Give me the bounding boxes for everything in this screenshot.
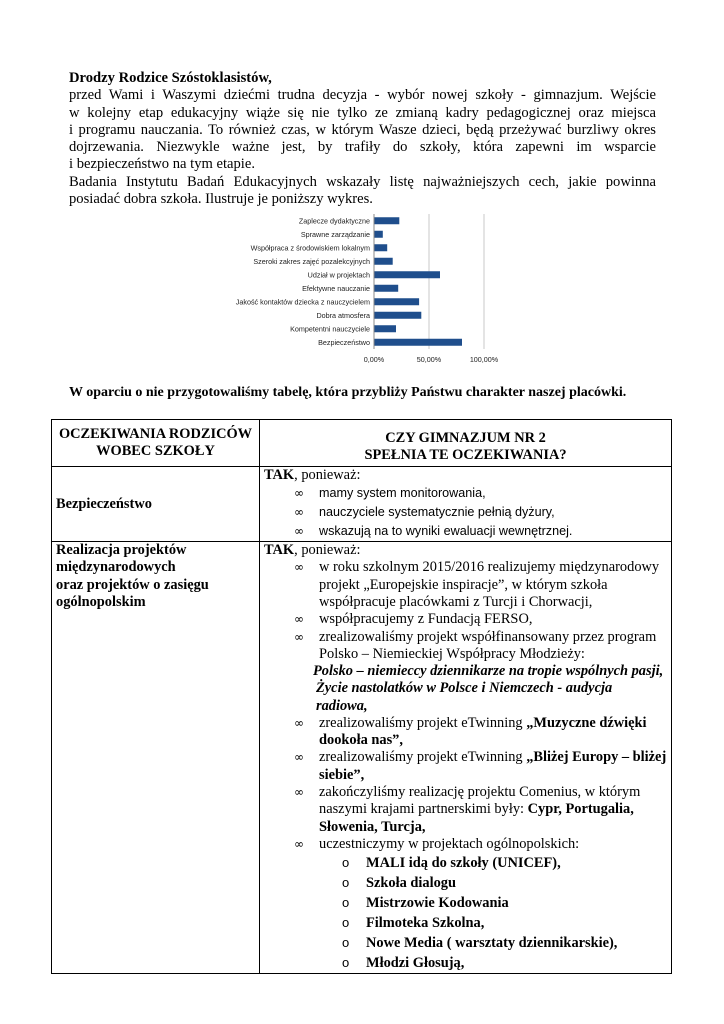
category-label: Szeroki zakres zajęć pozalekcyjnych: [253, 256, 370, 266]
category-label: Kompetentni nauczyciele: [290, 324, 370, 334]
greeting: Drodzy Rodzice Szóstoklasistów,: [69, 70, 272, 86]
infinity-bullet-icon: ∞: [294, 612, 304, 627]
x-tick-label: 0,00%: [363, 355, 385, 364]
list-item: ∞ współpracujemy z Fundacją FERSO,: [294, 611, 533, 628]
intro-line: Badania Instytutu Badań Edukacyjnych wskazały listę najważniejszych cech, jakie powinna: [69, 173, 656, 190]
category-label: Zaplecze dydaktyczne: [298, 216, 370, 226]
infinity-bullet-icon: ∞: [294, 715, 304, 730]
bar: [374, 325, 396, 332]
intro-line: przed Wami i Waszymi dziećmi trudna decyzja - wybór nowej szkoły - gimnazjum. Wejście: [69, 87, 656, 104]
row-label-projects: Realizacja projektów międzynarodowych oraz projektów o zasięgu ogólnopolskim: [52, 542, 260, 974]
table-row: [52, 467, 672, 542]
row-answer-safety: [260, 467, 672, 542]
sub-list-item: o Nowe Media ( warsztaty dziennikarskie),: [342, 935, 618, 952]
answer-intro: TAK, ponieważ:: [264, 542, 361, 559]
intro-line: posiadać dobra szkoła. Ilustruje je poniższy wykres.: [69, 191, 373, 208]
infinity-bullet-icon: ∞: [294, 486, 304, 501]
sub-list-item: o Filmoteka Szkolna,: [342, 915, 485, 932]
bar: [374, 298, 419, 305]
bar: [374, 244, 387, 251]
answer-intro: TAK, ponieważ:: [264, 467, 361, 483]
list-item: ∞ zrealizowaliśmy projekt eTwinning „Muzyczne dźwięki dookoła nas”,: [294, 714, 647, 749]
infinity-bullet-icon: ∞: [294, 560, 304, 575]
intro-line: w kolejny etap edukacyjny wiąże się nie tylko ze zmianą kadry pedagogicznej oraz miejsca: [69, 104, 656, 121]
intro-letter: [69, 70, 656, 208]
category-label: Bezpieczeństwo: [318, 337, 370, 347]
list-item: ∞ mamy system monitorowania,: [264, 484, 667, 503]
list-item: ∞ zrealizowaliśmy projekt eTwinning „Bliżej Europy – bliżej siebie”,: [294, 749, 667, 783]
sub-list-item: o Szkoła dialogu: [342, 875, 456, 892]
table-lead-text: W oparciu o nie przygotowaliśmy tabelę, która przybliży Państwu charakter naszej placówki.: [69, 385, 627, 400]
x-tick-label: 50,00%: [416, 355, 442, 364]
sub-list-item: o Młodzi Głosują,: [342, 955, 465, 972]
list-item: ∞ wskazują na to wyniki ewaluacji wewnętrznej.: [264, 522, 667, 541]
infinity-bullet-icon: ∞: [294, 629, 304, 644]
infinity-bullet-icon: ∞: [294, 505, 304, 520]
expectations-table: [51, 419, 672, 974]
infinity-bullet-icon: ∞: [294, 524, 304, 539]
category-label: Współpraca z środowiskiem lokalnym: [250, 243, 370, 253]
x-tick-label: 100,00%: [469, 355, 499, 364]
answer-list: [264, 484, 667, 541]
circle-bullet-icon: o: [342, 895, 350, 911]
answer-list: [264, 559, 667, 663]
sub-list: [264, 853, 667, 973]
intro-line: i bezpieczeństwo na tym etapie.: [69, 156, 255, 173]
intro-line: i programu nauczania. To również czas, w którym Wasze dzieci, będą przeżywać burzliwy okres: [69, 121, 656, 138]
circle-bullet-icon: o: [342, 855, 350, 871]
header-fulfillment: CZY GIMNAZJUM NR 2 SPEŁNIA TE OCZEKIWANIA?: [260, 420, 672, 467]
row-label-safety: Bezpieczeństwo: [52, 467, 260, 542]
row-answer-projects: [260, 542, 672, 974]
circle-bullet-icon: o: [342, 915, 350, 931]
circle-bullet-icon: o: [342, 935, 350, 951]
category-label: Sprawne zarządzanie: [300, 229, 370, 239]
category-label: Udział w projektach: [307, 270, 370, 280]
list-item: ∞ w roku szkolnym 2015/2016 realizujemy międzynarodowy projekt „Europejskie inspiracje”, w którym szkoła współpracuje placówkami z Turcji i Chorwacji,: [294, 559, 660, 610]
list-item: ∞ zakończyliśmy realizację projektu Comenius, w którym naszymi krajami partnerskimi były: Cypr, Portugalia, Słowenia, Turcja,: [294, 783, 641, 835]
category-label: Jakość kontaktów dziecka z nauczycielem: [235, 297, 370, 307]
table-header-row: [52, 420, 672, 467]
category-label: Dobra atmosfera: [316, 310, 370, 320]
bar: [374, 217, 399, 224]
list-item: ∞ uczestniczymy w projektach ogólnopolskich:: [294, 835, 580, 852]
project-title: Życie nastolatków w Polsce i Niemczech - audycja radiowa,: [316, 680, 613, 714]
intro-line: dojrzewania. Niezwykle ważne jest, by trafiły do szkoły, która zapewni im wsparcie: [69, 139, 656, 156]
bar: [374, 271, 440, 278]
circle-bullet-icon: o: [342, 875, 350, 891]
bar: [374, 258, 393, 265]
bar: [374, 285, 398, 292]
infinity-bullet-icon: ∞: [294, 784, 304, 799]
bar-chart-svg: [218, 211, 508, 375]
bar: [374, 231, 383, 238]
infinity-bullet-icon: ∞: [294, 836, 304, 851]
project-title: Polsko – niemieccy dziennikarze na tropie wspólnych pasji,: [313, 663, 664, 680]
infinity-bullet-icon: ∞: [294, 750, 304, 765]
answer-list: [264, 715, 667, 853]
category-label: Efektywne nauczanie: [302, 283, 370, 293]
bar: [374, 312, 421, 319]
circle-bullet-icon: o: [342, 955, 350, 971]
table-row: [52, 542, 672, 974]
sub-list-item: o MALI idą do szkoły (UNICEF),: [342, 855, 561, 872]
list-item: ∞ zrealizowaliśmy projekt współfinansowany przez program Polsko – Niemieckiej Współpracy Młodzieży:: [294, 628, 657, 662]
bar: [374, 339, 462, 346]
school-features-chart: [218, 211, 508, 375]
header-expectations: OCZEKIWANIA RODZICÓW WOBEC SZKOŁY: [52, 420, 260, 467]
sub-list-item: o Mistrzowie Kodowania: [342, 895, 509, 912]
list-item: ∞ nauczyciele systematycznie pełnią dyżury,: [264, 503, 667, 522]
